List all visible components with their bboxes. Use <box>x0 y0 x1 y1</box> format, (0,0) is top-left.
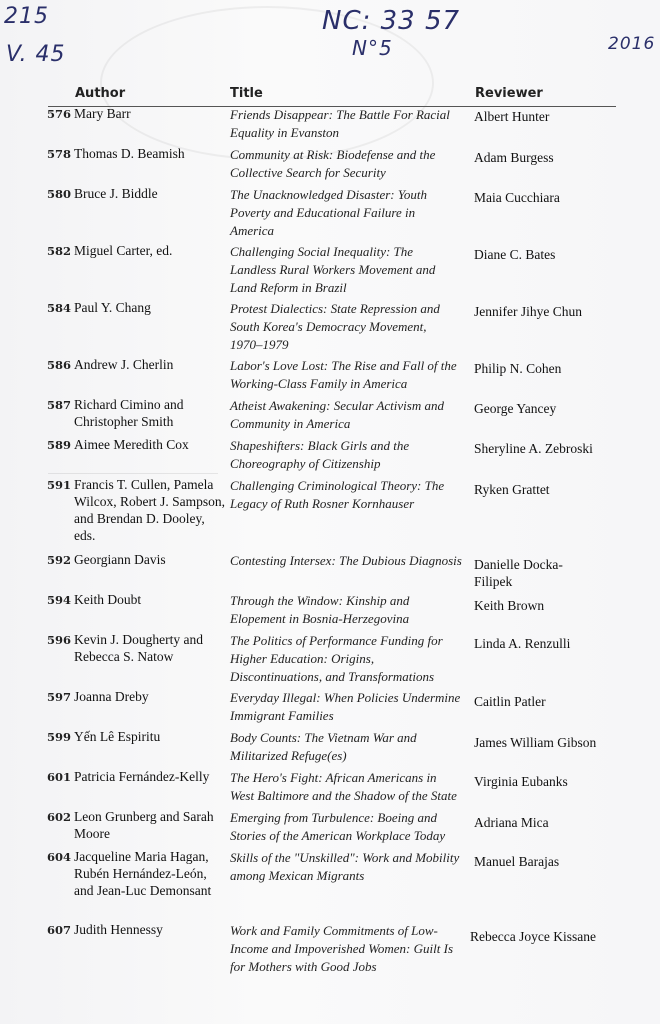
reviewer: Manuel Barajas <box>474 854 560 869</box>
reviewer: Philip N. Cohen <box>474 361 562 376</box>
reviewer: George Yancey <box>474 401 557 416</box>
author: Judith Hennessy <box>74 922 163 937</box>
author: Joanna Dreby <box>74 689 149 704</box>
page-number: 596 <box>47 633 72 647</box>
author: Kevin J. Dougherty and Rebecca S. Natow <box>74 632 203 664</box>
book-title: Atheist Awakening: Secular Activism and Community in America <box>230 398 444 431</box>
reviewer: Danielle Docka-Filipek <box>474 557 563 589</box>
book-title: Community at Risk: Biodefense and the Collective Search for Security <box>230 147 436 180</box>
reviewer: Jennifer Jihye Chun <box>474 304 582 319</box>
page-number: 597 <box>47 690 72 704</box>
page-number: 594 <box>47 593 72 607</box>
author: Jacqueline Maria Hagan, Rubén Hernández-León, and Jean-Luc Demonsant <box>74 849 212 898</box>
reviewer: Ryken Grattet <box>474 482 550 497</box>
divider <box>48 473 218 474</box>
author: Aimee Meredith Cox <box>74 437 189 452</box>
author: Francis T. Cullen, Pamela Wilcox, Robert J. Sampson, and Brendan D. Dooley, eds. <box>74 477 225 543</box>
author: Paul Y. Chang <box>74 300 151 315</box>
author: Leon Grunberg and Sarah Moore <box>74 809 214 841</box>
reviewer: Rebecca Joyce Kissane <box>470 929 596 944</box>
page-number: 589 <box>47 438 72 452</box>
book-title: Contesting Intersex: The Dubious Diagnosis <box>230 553 462 568</box>
book-title: Challenging Social Inequality: The Landless Rural Workers Movement and Land Reform in Brazil <box>230 244 436 295</box>
book-title: Everyday Illegal: When Policies Undermine Immigrant Families <box>230 690 461 723</box>
author: Thomas D. Beamish <box>74 146 185 161</box>
book-title: The Hero's Fight: African Americans in West Baltimore and the Shadow of the State <box>230 770 457 803</box>
reviewer: Maia Cucchiara <box>474 190 560 205</box>
author: Bruce J. Biddle <box>74 186 158 201</box>
reviewer: Virginia Eubanks <box>474 774 568 789</box>
author: Andrew J. Cherlin <box>74 357 174 372</box>
author: Keith Doubt <box>74 592 142 607</box>
reviewer: Adam Burgess <box>474 150 554 165</box>
handwritten-nc-number: NC: 33 57 <box>322 6 461 36</box>
page-number: 582 <box>47 244 72 258</box>
table-header <box>48 86 616 107</box>
book-title: Emerging from Turbulence: Boeing and Stories of the American Workplace Today <box>230 810 446 843</box>
author-column-header: Author <box>75 86 126 101</box>
page-number: 604 <box>47 850 72 864</box>
page-number: 586 <box>47 358 72 372</box>
page-number: 591 <box>47 478 72 492</box>
book-title: The Unacknowledged Disaster: Youth Poverty and Educational Failure in America <box>230 187 428 238</box>
book-title: Protest Dialectics: State Repression and South Korea's Democracy Movement, 1970–1979 <box>230 301 440 352</box>
handwritten-volume: V. 45 <box>6 42 66 67</box>
page-number: 601 <box>47 770 72 784</box>
book-title: The Politics of Performance Funding for Higher Education: Origins, Discontinuations, and Transformations <box>230 633 443 684</box>
reviewer: Linda A. Renzulli <box>474 636 571 651</box>
reviewer: Albert Hunter <box>474 109 550 124</box>
book-title: Challenging Criminological Theory: The Legacy of Ruth Rosner Kornhauser <box>230 478 445 511</box>
page-number: 599 <box>47 730 72 744</box>
page-number: 607 <box>47 923 72 937</box>
reviewer: Sheryline A. Zebroski <box>474 441 593 456</box>
page-number: 602 <box>47 810 72 824</box>
handwritten-issue-number: N°5 <box>352 36 393 60</box>
handwritten-number-215: 215 <box>4 4 49 29</box>
reviewer: James William Gibson <box>474 735 597 750</box>
book-title: Labor's Love Lost: The Rise and Fall of the Working-Class Family in America <box>230 358 457 391</box>
author: Miguel Carter, ed. <box>74 243 173 258</box>
page-number: 587 <box>47 398 72 412</box>
book-title: Shapeshifters: Black Girls and the Choreography of Citizenship <box>230 438 410 471</box>
author: Yến Lê Espiritu <box>74 729 161 744</box>
handwritten-year: 2016 <box>608 34 656 54</box>
page-number: 578 <box>47 147 72 161</box>
reviewer: Keith Brown <box>474 598 545 613</box>
reviewer-column-header: Reviewer <box>475 86 543 101</box>
reviewer: Diane C. Bates <box>474 247 556 262</box>
book-title: Friends Disappear: The Battle For Racial Equality in Evanston <box>230 107 450 140</box>
page-number: 576 <box>47 107 72 121</box>
author: Mary Barr <box>74 106 131 121</box>
book-title: Through the Window: Kinship and Elopement in Bosnia-Herzegovina <box>230 593 410 626</box>
author: Patricia Fernández-Kelly <box>74 769 210 784</box>
reviewer: Caitlin Patler <box>474 694 546 709</box>
book-title: Work and Family Commitments of Low-Income and Impoverished Women: Guilt Is for Mothers with Good Jobs <box>230 923 453 974</box>
author: Georgiann Davis <box>74 552 166 567</box>
title-column-header: Title <box>230 86 263 101</box>
book-title: Body Counts: The Vietnam War and Militarized Refuge(es) <box>230 730 417 763</box>
reviewer: Adriana Mica <box>474 815 549 830</box>
page-number: 584 <box>47 301 72 315</box>
author: Richard Cimino and Christopher Smith <box>74 397 184 429</box>
book-title: Skills of the "Unskilled": Work and Mobility among Mexican Migrants <box>230 850 460 883</box>
page-number: 592 <box>47 553 72 567</box>
page-number: 580 <box>47 187 72 201</box>
